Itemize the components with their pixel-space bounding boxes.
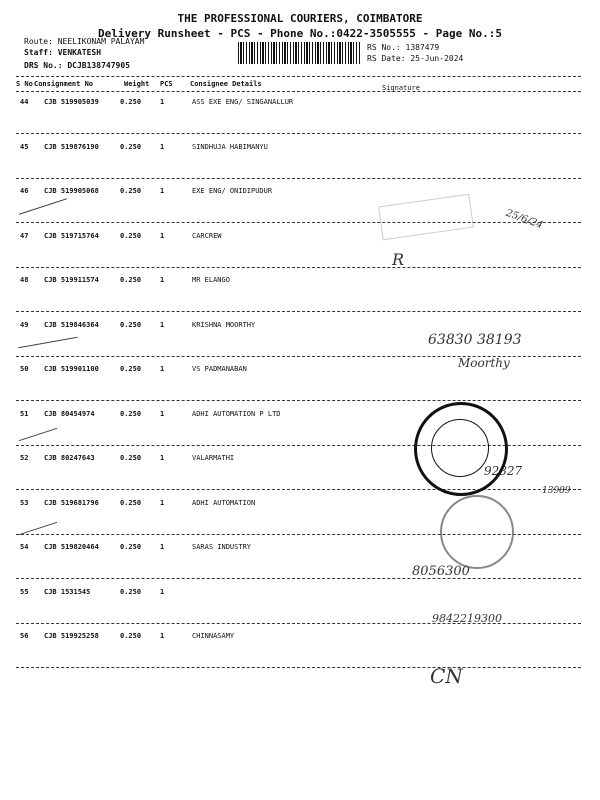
handwritten-phone: 8056300: [412, 564, 470, 579]
divider: [16, 76, 581, 77]
row-divider: [16, 311, 581, 312]
cell-consignment: CJB 519905039: [44, 98, 99, 106]
barcode-icon: [238, 42, 361, 64]
handwritten-date: 25/6/24: [504, 207, 545, 232]
cell-pcs: 1: [160, 498, 165, 507]
cell-weight: 0.250: [120, 543, 142, 551]
col-consignee: Consignee Details: [190, 80, 262, 88]
cell-consignment: CJB 519846364: [44, 320, 99, 329]
staff-label: Staff: VENKATESH: [24, 48, 102, 57]
cell-sno: 56: [20, 632, 29, 640]
cell-pcs: 1: [160, 276, 165, 284]
col-sno: S No: [16, 80, 33, 88]
table-row: [0, 365, 600, 409]
divider: [16, 91, 581, 92]
handwritten-signature: CN: [430, 664, 463, 688]
table-row: [0, 98, 600, 142]
cell-sno: 51: [20, 409, 29, 418]
table-row: [0, 588, 600, 632]
cell-weight: 0.250: [120, 187, 142, 195]
cell-consignee: VS PADMANABAN: [192, 365, 247, 373]
cell-weight: 0.250: [120, 454, 142, 462]
rs-number: RS No.: 1387479: [367, 43, 440, 52]
row-divider: [16, 133, 581, 134]
cell-sno: 46: [20, 187, 29, 195]
table-row: [0, 632, 600, 676]
cell-consignee: ADHI AUTOMATION: [192, 498, 256, 507]
handwritten-mark: R: [392, 250, 405, 269]
cell-weight: 0.250: [120, 498, 142, 507]
cell-sno: 52: [20, 454, 29, 462]
cell-sno: 45: [20, 142, 29, 151]
row-divider: [16, 667, 581, 668]
cell-consignment: CJB 80247643: [44, 454, 95, 462]
cell-consignee: SINDHUJA HABIMANYU: [192, 142, 268, 151]
cell-consignment: CJB 519876190: [44, 142, 99, 151]
company-seal: [440, 495, 514, 569]
table-row: [0, 410, 600, 454]
table-row: [0, 276, 600, 320]
col-pcs: PCS: [160, 80, 173, 88]
cell-consignment: CJB 519905068: [44, 187, 99, 195]
company-seal: [414, 402, 508, 496]
col-weight: Weight: [124, 80, 150, 88]
route-label: Route: NEELIKONAM PALAYAM: [24, 37, 145, 46]
cell-consignee: MR ELANGO: [192, 276, 230, 284]
handwritten-note: 13989: [542, 486, 571, 496]
cell-sno: 48: [20, 276, 29, 284]
cell-consignment: CJB 519820464: [44, 543, 99, 551]
table-row: [0, 232, 600, 276]
row-divider: [16, 267, 581, 268]
cell-sno: 55: [20, 587, 29, 596]
cell-weight: 0.250: [120, 320, 142, 329]
cell-consignee: KRISHNA MOORTHY: [192, 320, 256, 329]
handwritten-phone: 63830 38193: [428, 332, 522, 348]
cell-consignment: CJB 519681796: [44, 498, 99, 507]
table-row: [0, 143, 600, 187]
row-divider: [16, 178, 581, 179]
cell-consignee: ADHI AUTOMATION P LTD: [192, 409, 281, 418]
row-divider: [16, 400, 581, 401]
cell-consignee: CHINNASAMY: [192, 632, 235, 640]
cell-sno: 47: [20, 231, 29, 240]
col-consignment: Consignment No: [34, 80, 94, 88]
cell-pcs: 1: [160, 587, 165, 596]
cell-weight: 0.250: [120, 409, 142, 418]
cell-pcs: 1: [160, 231, 165, 240]
cell-pcs: 1: [160, 632, 165, 640]
cell-consignee: VALARMATHI: [192, 454, 235, 462]
handwritten-name: Moorthy: [458, 356, 510, 370]
cell-consignee: CARCREW: [192, 231, 222, 240]
cell-weight: 0.250: [120, 98, 142, 106]
cell-weight: 0.250: [120, 276, 142, 284]
cell-pcs: 1: [160, 409, 165, 418]
cell-consignment: CJB 519911574: [44, 276, 99, 284]
cell-consignment: CJB 80454974: [44, 409, 95, 418]
cell-pcs: 1: [160, 454, 165, 462]
cell-weight: 0.250: [120, 587, 142, 596]
cell-weight: 0.250: [120, 142, 142, 151]
runsheet-subtitle: Delivery Runsheet - PCS - Phone No.:0422-3505555 - Page No.:5: [98, 27, 502, 40]
cell-pcs: 1: [160, 187, 165, 195]
cell-consignment: CJB 519715764: [44, 231, 99, 240]
cell-consignee: ASS EXE ENG/ SINGANALLUR: [192, 98, 294, 106]
cell-weight: 0.250: [120, 231, 142, 240]
cell-pcs: 1: [160, 543, 165, 551]
cell-sno: 49: [20, 320, 29, 329]
cell-sno: 50: [20, 365, 29, 373]
row-divider: [16, 222, 581, 223]
row-divider: [16, 489, 581, 490]
cell-pcs: 1: [160, 320, 165, 329]
cell-consignment: CJB 1531545: [44, 587, 91, 596]
col-signature: Signature: [382, 84, 420, 92]
table-row: [0, 543, 600, 587]
cell-consignee: SARAS INDUSTRY: [192, 543, 252, 551]
cell-pcs: 1: [160, 98, 165, 106]
handwritten-phone: 92827: [484, 464, 523, 478]
row-divider: [16, 578, 581, 579]
cell-sno: 54: [20, 543, 29, 551]
handwritten-phone: 9842219300: [432, 612, 502, 625]
rs-date: RS Date: 25-Jun-2024: [367, 54, 464, 63]
cell-pcs: 1: [160, 365, 165, 373]
cell-consignment: CJB 519901100: [44, 365, 99, 373]
cell-sno: 53: [20, 498, 29, 507]
cell-weight: 0.250: [120, 365, 142, 373]
cell-weight: 0.250: [120, 632, 142, 640]
company-title: THE PROFESSIONAL COURIERS, COIMBATORE: [177, 12, 423, 25]
cell-consignment: CJB 519925258: [44, 632, 99, 640]
cell-consignee: EXE ENG/ ONIDIPUDUR: [192, 187, 273, 195]
cell-pcs: 1: [160, 142, 165, 151]
cell-sno: 44: [20, 98, 29, 106]
drs-number: DRS No.: DCJB138747905: [24, 61, 130, 70]
